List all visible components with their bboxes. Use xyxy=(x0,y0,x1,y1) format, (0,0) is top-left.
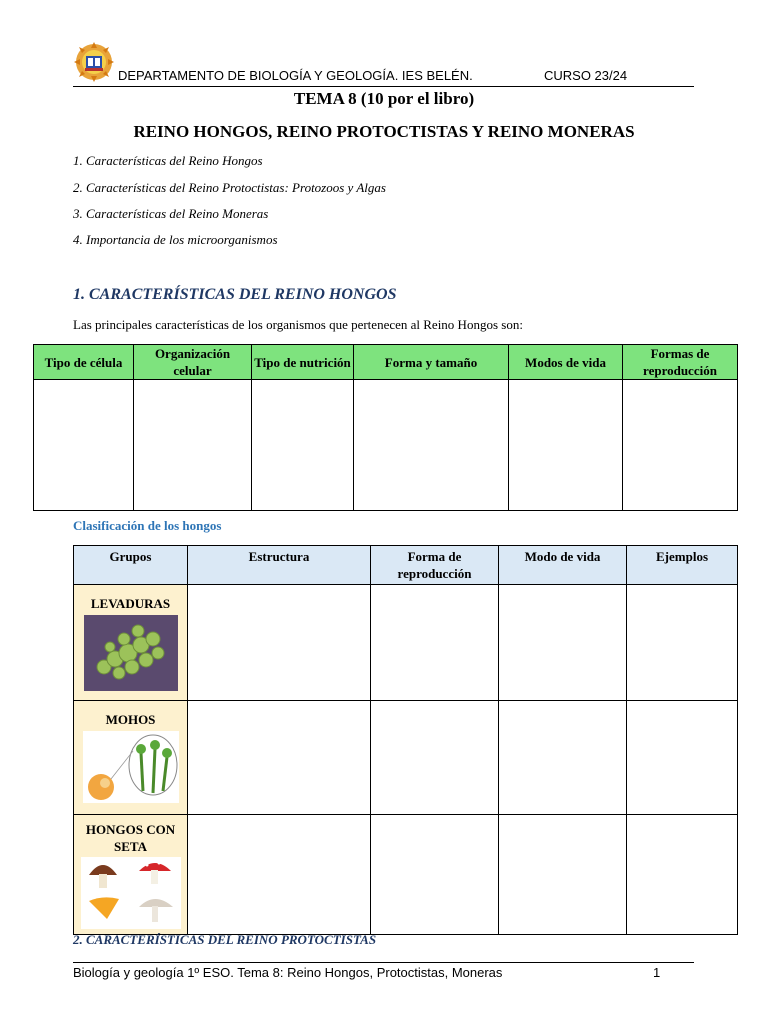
table-header: Modos de vida xyxy=(509,345,623,380)
group-cell-hongos-con-seta xyxy=(74,815,188,935)
course-label: CURSO 23/24 xyxy=(544,68,628,83)
table-cell[interactable] xyxy=(371,815,499,935)
table-cell[interactable] xyxy=(623,380,738,511)
table-header: Tipo de célula xyxy=(34,345,134,380)
school-logo xyxy=(74,42,114,82)
section-heading: 1. CARACTERÍSTICAS DEL REINO HONGOS xyxy=(73,286,397,303)
group-cell-mohos xyxy=(74,701,188,815)
section-heading: 2. CARACTERÍSTICAS DEL REINO PROTOCTISTAS xyxy=(73,932,377,947)
page-subtitle: REINO HONGOS, REINO PROTOCTISTAS Y REINO MONERAS xyxy=(133,122,635,141)
table-cell[interactable] xyxy=(188,815,371,935)
table-header: Ejemplos xyxy=(627,546,738,585)
table-cell[interactable] xyxy=(252,380,354,511)
table-header: Formas de reproducción xyxy=(623,345,738,380)
table-cell[interactable] xyxy=(627,585,738,701)
section-intro: Las principales características de los organismos que pertenecen al Reino Hongos son: xyxy=(73,317,523,332)
table-cell[interactable] xyxy=(134,380,252,511)
page-title: TEMA 8 (10 por el libro) xyxy=(293,89,475,108)
table-header: Organización celular xyxy=(134,345,252,380)
page-number: 1 xyxy=(653,965,661,980)
table-cell[interactable] xyxy=(499,585,627,701)
group-label: MOHOS xyxy=(105,712,156,727)
toc-item: 2. Características del Reino Protoctistas: Protozoos y Algas xyxy=(73,180,386,195)
table-cell[interactable] xyxy=(499,701,627,815)
table-cell[interactable] xyxy=(354,380,509,511)
table-cell[interactable] xyxy=(188,585,371,701)
toc-item: 3. Características del Reino Moneras xyxy=(73,206,269,221)
toc-item: 1. Características del Reino Hongos xyxy=(73,153,263,168)
table-header: Tipo de nutrición xyxy=(252,345,354,380)
table-cell[interactable] xyxy=(627,815,738,935)
toc-item: 4. Importancia de los microorganismos xyxy=(73,232,278,247)
mushrooms-image xyxy=(81,857,181,929)
mold-image xyxy=(83,731,179,803)
table-header: Grupos xyxy=(74,546,188,585)
table-header: Forma de reproducción xyxy=(371,546,499,585)
yeast-image xyxy=(84,615,178,691)
table-cell[interactable] xyxy=(188,701,371,815)
group-label: HONGOS CON SETA xyxy=(85,822,176,854)
table-cell[interactable] xyxy=(499,815,627,935)
table-cell[interactable] xyxy=(34,380,134,511)
table-header: Modo de vida xyxy=(499,546,627,585)
table-header: Forma y tamaño xyxy=(354,345,509,380)
fungi-classification-table xyxy=(73,545,738,935)
table-cell[interactable] xyxy=(371,585,499,701)
group-label: LEVADURAS xyxy=(90,596,171,611)
footer-rule xyxy=(73,962,694,963)
table-cell[interactable] xyxy=(627,701,738,815)
table-cell[interactable] xyxy=(509,380,623,511)
classification-heading: Clasificación de los hongos xyxy=(73,518,222,533)
group-cell-levaduras xyxy=(74,585,188,701)
table-header: Estructura xyxy=(188,546,371,585)
table-cell[interactable] xyxy=(371,701,499,815)
fungi-characteristics-table xyxy=(33,344,738,511)
department-header: DEPARTAMENTO DE BIOLOGÍA Y GEOLOGÍA. IES BELÉN. xyxy=(118,68,473,83)
footer-text: Biología y geología 1º ESO. Tema 8: Reino Hongos, Protoctistas, Moneras xyxy=(73,965,503,980)
header-rule xyxy=(73,86,694,87)
